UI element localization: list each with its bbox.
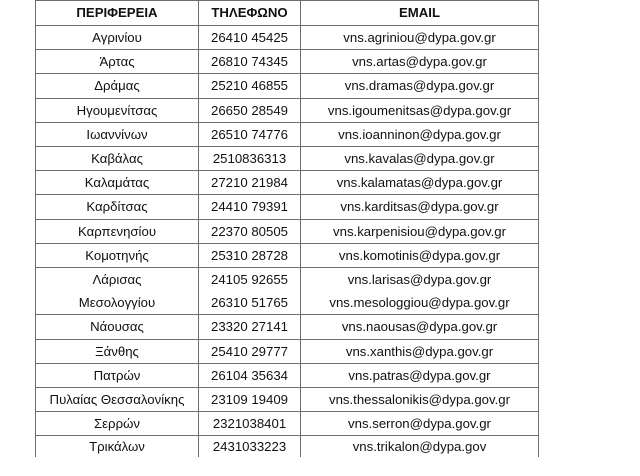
table-row xyxy=(36,243,539,267)
table-row xyxy=(36,315,539,339)
email-mesologgi: vns.mesologgiou@dypa.gov.gr xyxy=(329,295,510,311)
table-row xyxy=(36,74,539,98)
region-cell: Δράμας xyxy=(36,74,199,98)
table-row xyxy=(36,219,539,243)
phone-larisa: 24105 92655 xyxy=(210,272,288,288)
table-row-merged xyxy=(36,268,539,315)
table-row xyxy=(36,50,539,74)
email-cell: vns.karditsas@dypa.gov.gr xyxy=(301,195,539,219)
region-cell: Άρτας xyxy=(36,50,199,74)
email-cell: vns.patras@dypa.gov.gr xyxy=(301,363,539,387)
phone-cell: 2321038401 xyxy=(199,412,301,436)
region-cell: Ηγουμενίτσας xyxy=(36,98,199,122)
region-cell: Κομοτηνής xyxy=(36,243,199,267)
email-cell: vns.naousas@dypa.gov.gr xyxy=(301,315,539,339)
phone-cell xyxy=(199,268,301,315)
email-cell: vns.igoumenitsas@dypa.gov.gr xyxy=(301,98,539,122)
phone-cell: 26510 74776 xyxy=(199,122,301,146)
email-cell: vns.agriniou@dypa.gov.gr xyxy=(301,26,539,50)
table-row xyxy=(36,436,539,458)
contacts-table xyxy=(35,0,539,457)
region-cell: Καλαμάτας xyxy=(36,171,199,195)
region-larisa: Λάρισας xyxy=(92,272,142,288)
region-cell: Καρδίτσας xyxy=(36,195,199,219)
phone-cell: 26104 35634 xyxy=(199,363,301,387)
header-row xyxy=(36,1,539,26)
region-cell: Πυλαίας Θεσσαλονίκης xyxy=(36,388,199,412)
email-cell: vns.thessalonikis@dypa.gov.gr xyxy=(301,388,539,412)
email-cell: vns.komotinis@dypa.gov.gr xyxy=(301,243,539,267)
email-cell xyxy=(301,268,539,315)
email-larisa: vns.larisas@dypa.gov.gr xyxy=(347,272,492,288)
header-region: ΠΕΡΙΦΕΡΕΙΑ xyxy=(36,1,199,26)
phone-cell: 26650 28549 xyxy=(199,98,301,122)
phone-cell: 22370 80505 xyxy=(199,219,301,243)
region-cell: Πατρών xyxy=(36,363,199,387)
phone-cell: 2431033223 xyxy=(199,436,301,458)
region-cell: Σερρών xyxy=(36,412,199,436)
region-cell: Νάουσας xyxy=(36,315,199,339)
email-cell: vns.dramas@dypa.gov.gr xyxy=(301,74,539,98)
email-cell: vns.serron@dypa.gov.gr xyxy=(301,412,539,436)
table-row xyxy=(36,363,539,387)
header-email: EMAIL xyxy=(301,1,539,26)
region-cell: Ξάνθης xyxy=(36,339,199,363)
header-phone: ΤΗΛΕΦΩΝΟ xyxy=(199,1,301,26)
phone-cell: 23320 27141 xyxy=(199,315,301,339)
phone-cell: 25310 28728 xyxy=(199,243,301,267)
region-cell: Καρπενησίου xyxy=(36,219,199,243)
table-row xyxy=(36,147,539,171)
phone-cell: 26410 45425 xyxy=(199,26,301,50)
region-cell: Τρικάλων xyxy=(36,436,199,458)
region-cell: Καβάλας xyxy=(36,147,199,171)
table-row xyxy=(36,171,539,195)
region-cell: Ιωαννίνων xyxy=(36,122,199,146)
phone-cell: 24410 79391 xyxy=(199,195,301,219)
phone-cell: 25410 29777 xyxy=(199,339,301,363)
phone-cell: 23109 19409 xyxy=(199,388,301,412)
phone-cell: 26810 74345 xyxy=(199,50,301,74)
email-cell: vns.ioanninon@dypa.gov.gr xyxy=(301,122,539,146)
phone-cell: 25210 46855 xyxy=(199,74,301,98)
region-cell xyxy=(36,268,199,315)
table-row xyxy=(36,339,539,363)
table-row xyxy=(36,195,539,219)
table-row xyxy=(36,388,539,412)
table-row xyxy=(36,122,539,146)
phone-mesologgi: 26310 51765 xyxy=(210,295,288,311)
phone-cell: 27210 21984 xyxy=(199,171,301,195)
table-row xyxy=(36,412,539,436)
region-cell: Αγρινίου xyxy=(36,26,199,50)
email-cell: vns.kavalas@dypa.gov.gr xyxy=(301,147,539,171)
email-cell: vns.kalamatas@dypa.gov.gr xyxy=(301,171,539,195)
table-row xyxy=(36,26,539,50)
email-cell: vns.trikalon@dypa.gov xyxy=(301,436,539,458)
table-row xyxy=(36,98,539,122)
email-cell: vns.karpenisiou@dypa.gov.gr xyxy=(301,219,539,243)
email-cell: vns.artas@dypa.gov.gr xyxy=(301,50,539,74)
region-mesologgi: Μεσολογγίου xyxy=(78,295,156,311)
email-cell: vns.xanthis@dypa.gov.gr xyxy=(301,339,539,363)
phone-cell: 2510836313 xyxy=(199,147,301,171)
